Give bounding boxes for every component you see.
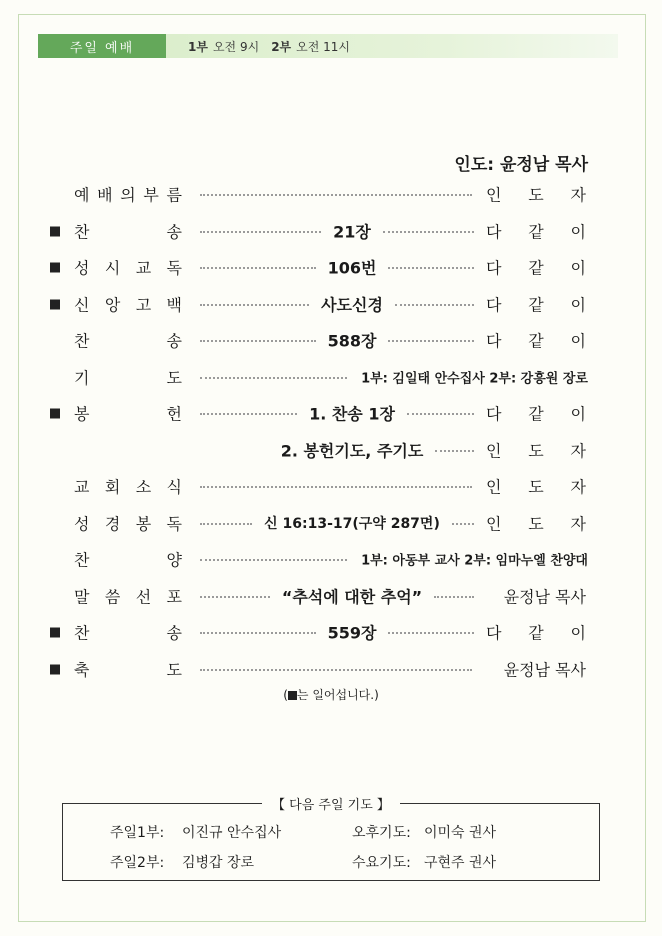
- order-row: [0, 651, 662, 687]
- order-row: [0, 432, 662, 468]
- prayer-key: 오후기도:: [352, 825, 411, 841]
- service-title: 주일 예배: [38, 34, 166, 58]
- order-detail: 106번: [327, 258, 377, 278]
- dotted-leader: [200, 413, 297, 415]
- order-row: [0, 505, 662, 541]
- standing-bullet-icon: [50, 226, 60, 236]
- standing-note-text: 는 일어섭니다.: [296, 688, 375, 702]
- prayer-item: [352, 822, 496, 842]
- order-detail: 559장: [327, 623, 377, 643]
- dotted-leader: [383, 231, 474, 233]
- dotted-leader: [200, 596, 270, 598]
- part2-label: 2부: [271, 39, 292, 54]
- standing-bullet-icon: [50, 263, 60, 273]
- dotted-leader: [452, 523, 474, 525]
- dotted-leader: [200, 669, 472, 671]
- order-role: 인 도 자: [486, 514, 586, 533]
- order-role: 다 같 이: [486, 222, 586, 241]
- order-role: 다 같 이: [486, 623, 586, 643]
- service-times: [188, 34, 362, 58]
- part1-label: 1부: [188, 39, 208, 54]
- dotted-leader: [200, 231, 321, 233]
- standing-bullet-icon: [50, 299, 60, 309]
- order-row: [0, 213, 662, 249]
- order-role: 인 도 자: [486, 185, 586, 205]
- order-role: 인 도 자: [486, 441, 586, 460]
- part2-time: 오전 11시: [296, 39, 351, 54]
- dotted-leader: [200, 523, 252, 525]
- standing-bullet-icon: [50, 664, 60, 674]
- order-label: 기 도: [74, 368, 182, 387]
- part1-time: 오전 9시: [212, 39, 260, 54]
- dotted-leader: [434, 596, 474, 598]
- order-label: 예 배 의 부 름: [74, 185, 182, 205]
- order-detail: “추석에 대한 추억”: [281, 587, 423, 606]
- order-role: 1부: 김일태 안수집사 2부: 강흥원 장로: [361, 371, 588, 386]
- order-label: 찬 양: [74, 550, 182, 570]
- dotted-leader: [200, 559, 347, 561]
- order-role: 다 같 이: [486, 404, 586, 424]
- order-detail: 사도신경: [321, 295, 383, 314]
- dotted-leader: [388, 632, 474, 634]
- prayer-value: 이미숙 권사: [424, 825, 497, 841]
- order-row: [0, 359, 662, 395]
- order-role: 다 같 이: [486, 258, 586, 278]
- order-detail: 신 16:13-17(구약 287면): [264, 515, 440, 532]
- prayer-item: [110, 822, 281, 842]
- order-label: 찬 송: [74, 331, 182, 351]
- order-row: [0, 176, 662, 212]
- standing-bullet-icon: [50, 628, 60, 638]
- prayer-key: 수요기도:: [352, 855, 411, 871]
- prayer-item: [352, 852, 496, 872]
- order-row: [0, 286, 662, 322]
- dotted-leader: [200, 486, 472, 488]
- order-label: 찬 송: [74, 222, 182, 241]
- order-detail: 588장: [327, 331, 377, 351]
- order-role: 1부: 아동부 교사 2부: 임마누엘 찬양대: [361, 553, 588, 569]
- prayer-value: 김병갑 장로: [182, 855, 255, 871]
- order-row: [0, 322, 662, 358]
- standing-bullet-icon: [50, 409, 60, 419]
- order-label: 신 앙 고 백: [74, 295, 182, 314]
- order-detail: 1. 찬송 1장: [309, 404, 395, 424]
- dotted-leader: [200, 377, 347, 379]
- order-role: 다 같 이: [486, 295, 586, 314]
- order-row: [0, 249, 662, 285]
- dotted-leader: [200, 632, 316, 634]
- dotted-leader: [200, 194, 472, 196]
- prayer-key: 주일2부:: [110, 855, 165, 871]
- order-row: [0, 468, 662, 504]
- order-label: 성 경 봉 독: [74, 514, 182, 533]
- standing-square-icon: [288, 691, 297, 700]
- dotted-leader: [407, 413, 474, 415]
- dotted-leader: [395, 304, 474, 306]
- order-label: 교 회 소 식: [74, 477, 182, 497]
- order-detail: 2. 봉헌기도, 주기도: [280, 441, 424, 460]
- dotted-leader: [200, 267, 316, 269]
- next-prayer-title: [0, 794, 662, 813]
- order-role: 윤정남 목사: [503, 587, 586, 606]
- order-row: [0, 395, 662, 431]
- dotted-leader: [388, 340, 474, 342]
- worship-leader: 인도: 윤정남 목사: [454, 155, 588, 175]
- order-label: 찬 송: [74, 623, 182, 643]
- dotted-leader: [200, 304, 309, 306]
- dotted-leader: [200, 340, 316, 342]
- prayer-value: 이진규 안수집사: [182, 825, 282, 841]
- order-label: 성 시 교 독: [74, 258, 182, 278]
- order-label: 봉 헌: [74, 404, 182, 424]
- next-prayer-title-text: 【 다음 주일 기도 】: [262, 798, 400, 813]
- order-row: [0, 578, 662, 614]
- dotted-leader: [388, 267, 474, 269]
- order-role: 인 도 자: [486, 477, 586, 497]
- standing-note: ( 는 일어섭니다.): [283, 688, 379, 702]
- order-row: [0, 614, 662, 650]
- prayer-key: 주일1부:: [110, 825, 165, 841]
- order-label: 말 씀 선 포: [74, 587, 182, 606]
- order-role: 다 같 이: [486, 331, 586, 351]
- order-label: 축 도: [74, 660, 182, 679]
- prayer-value: 구현주 권사: [424, 855, 497, 871]
- order-role: 윤정남 목사: [503, 660, 586, 679]
- dotted-leader: [435, 450, 474, 452]
- order-row: [0, 541, 662, 577]
- order-detail: 21장: [333, 222, 371, 241]
- prayer-item: [110, 852, 254, 872]
